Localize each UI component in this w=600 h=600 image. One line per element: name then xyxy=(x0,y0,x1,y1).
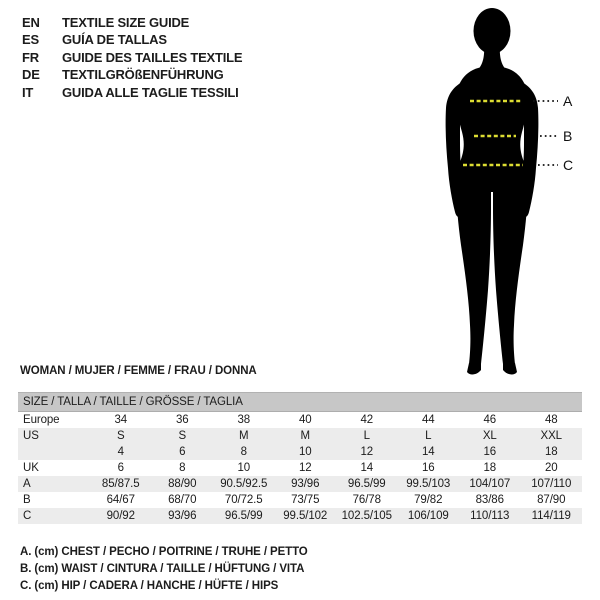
size-cell: 93/96 xyxy=(152,508,214,524)
size-cell: 10 xyxy=(275,444,337,460)
language-list xyxy=(22,14,242,101)
size-cell: 16 xyxy=(421,462,435,474)
table-row xyxy=(18,508,582,524)
size-cell: 99.5/102 xyxy=(275,508,337,524)
language-code: IT xyxy=(22,84,34,100)
size-cell: 106/109 xyxy=(398,508,460,524)
language-code: ES xyxy=(22,32,39,48)
silhouette-right-foot xyxy=(503,363,517,374)
size-cell: 87/90 xyxy=(537,494,566,506)
size-cell: 90.5/92.5 xyxy=(213,476,275,492)
language-label: GUÍA DE TALLAS xyxy=(62,32,167,48)
size-cell: 64/67 xyxy=(106,494,135,506)
size-cell: S xyxy=(152,428,214,444)
table-row xyxy=(18,444,582,460)
size-table-header-row xyxy=(18,393,582,412)
size-cell: 76/78 xyxy=(352,494,381,506)
size-cell: XL xyxy=(459,428,521,444)
language-row xyxy=(22,14,242,31)
legend-line: B. (cm) WAIST / CINTURA / TAILLE / HÜFTUNG / VITA xyxy=(20,563,305,576)
size-cell: 96.5/99 xyxy=(213,508,275,524)
size-cell: 16 xyxy=(459,444,521,460)
language-label: TEXTILGRÖßENFÜHRUNG xyxy=(62,67,224,83)
size-cell: 34 xyxy=(114,414,128,426)
marker-label-a: A xyxy=(563,93,573,109)
size-cell: 44 xyxy=(421,414,435,426)
marker-label-b: B xyxy=(563,128,573,144)
legend-line: C. (cm) HIP / CADERA / HANCHE / HÜFTE / HIPS xyxy=(20,580,279,593)
language-row xyxy=(22,84,242,101)
size-cell: M xyxy=(275,428,337,444)
size-cell: 42 xyxy=(360,414,374,426)
size-cell: 10 xyxy=(237,462,251,474)
language-label: GUIDE DES TAILLES TEXTILE xyxy=(62,49,243,65)
table-row xyxy=(18,412,582,429)
size-cell: 4 xyxy=(90,444,152,460)
row-label: US xyxy=(18,428,90,444)
size-cell: 102.5/105 xyxy=(336,508,398,524)
size-cell: 114/119 xyxy=(521,508,583,524)
size-cell: 40 xyxy=(298,414,312,426)
language-label: GUIDA ALLE TAGLIE TESSILI xyxy=(62,84,239,100)
language-label: TEXTILE SIZE GUIDE xyxy=(62,15,190,30)
language-row xyxy=(22,31,242,48)
size-table xyxy=(18,392,582,524)
measurement-legend xyxy=(20,544,308,596)
size-cell: 8 xyxy=(213,444,275,460)
silhouette-torso xyxy=(456,66,528,192)
size-cell: 85/87.5 xyxy=(90,476,152,492)
table-row xyxy=(18,428,582,444)
row-label: C xyxy=(18,508,90,524)
language-code: FR xyxy=(22,49,39,65)
language-code: DE xyxy=(22,67,40,83)
language-row xyxy=(22,66,242,83)
size-cell: L xyxy=(336,428,398,444)
size-cell: 12 xyxy=(298,462,312,474)
size-cell: 110/113 xyxy=(459,508,521,524)
size-cell: 20 xyxy=(544,462,558,474)
row-label: A xyxy=(18,476,90,492)
size-table-header: SIZE / TALLA / TAILLE / GRÖSSE / TAGLIA xyxy=(18,393,582,412)
section-title: WOMAN / MUJER / FEMME / FRAU / DONNA xyxy=(20,365,257,377)
size-cell: XXL xyxy=(521,428,583,444)
row-label: Europe xyxy=(23,414,60,426)
size-cell: 38 xyxy=(237,414,251,426)
size-cell: 73/75 xyxy=(291,494,320,506)
size-cell: 70/72.5 xyxy=(224,494,263,506)
woman-silhouette xyxy=(400,0,600,390)
language-row xyxy=(22,49,242,66)
legend-line: A. (cm) CHEST / PECHO / POITRINE / TRUHE / PETTO xyxy=(20,546,308,558)
size-cell: 83/86 xyxy=(475,494,504,506)
size-cell: M xyxy=(213,428,275,444)
size-cell: 18 xyxy=(521,444,583,460)
row-label xyxy=(18,444,90,460)
size-cell: 18 xyxy=(483,462,497,474)
size-cell: 12 xyxy=(336,444,398,460)
size-table-body xyxy=(18,393,582,525)
marker-label-c: C xyxy=(563,157,574,173)
row-label: UK xyxy=(23,462,39,474)
size-cell: 88/90 xyxy=(152,476,214,492)
language-code: EN xyxy=(22,15,40,30)
size-cell: 99.5/103 xyxy=(398,476,460,492)
size-cell: 96.5/99 xyxy=(336,476,398,492)
size-cell: 90/92 xyxy=(90,508,152,524)
size-cell: 79/82 xyxy=(414,494,443,506)
size-cell: 6 xyxy=(152,444,214,460)
row-label: B xyxy=(23,494,31,506)
size-cell: 107/110 xyxy=(521,476,583,492)
size-cell: 14 xyxy=(360,462,374,474)
silhouette-left-leg xyxy=(456,160,491,364)
table-row xyxy=(18,460,582,476)
size-cell: 46 xyxy=(483,414,497,426)
size-cell: L xyxy=(398,428,460,444)
table-row xyxy=(18,476,582,492)
silhouette-right-leg xyxy=(493,160,528,364)
silhouette-shape xyxy=(446,8,539,374)
size-cell: 8 xyxy=(179,462,186,474)
silhouette-left-foot xyxy=(467,363,481,374)
size-cell: 68/70 xyxy=(168,494,197,506)
size-cell: 48 xyxy=(544,414,558,426)
size-cell: 36 xyxy=(175,414,189,426)
size-cell: 6 xyxy=(117,462,124,474)
size-cell: S xyxy=(90,428,152,444)
table-row xyxy=(18,492,582,508)
size-cell: 14 xyxy=(398,444,460,460)
size-cell: 93/96 xyxy=(275,476,337,492)
size-cell: 104/107 xyxy=(459,476,521,492)
